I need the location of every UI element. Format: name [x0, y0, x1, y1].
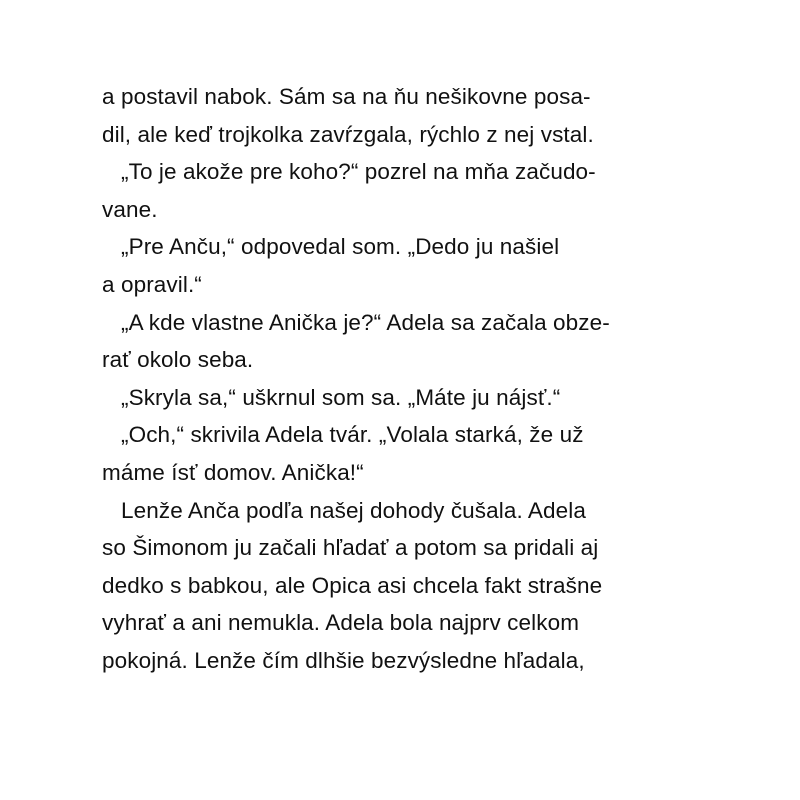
text-line: vyhrať a ani nemukla. Adela bola najprv celkom	[102, 610, 580, 636]
text-line: a postavil nabok. Sám sa na ňu nešikovne posa-	[102, 84, 591, 109]
text-line: „A kde vlastne Anička je?“ Adela sa začala obze-	[121, 309, 610, 335]
text-line: „Pre Anču,“ odpovedal som. „Dedo ju našiel	[121, 234, 560, 260]
text-line: máme ísť domov. Anička!“	[102, 459, 364, 485]
text-line: „Skryla sa,“ uškrnul som sa. „Máte ju nájsť.“	[121, 384, 561, 410]
text-line: dedko s babkou, ale Opica asi chcela fakt strašne	[102, 572, 603, 598]
text-line: „To je akože pre koho?“ pozrel na mňa začudo-	[121, 159, 596, 185]
text-line: so Šimonom ju začali hľadať a potom sa pridali aj	[102, 535, 599, 561]
text-line: vane.	[102, 196, 158, 222]
text-line: pokojná. Lenže čím dlhšie bezvýsledne hľadala,	[102, 647, 585, 673]
text-line: „Och,“ skrivila Adela tvár. „Volala starká, že už	[121, 422, 584, 448]
text-line: a opravil.“	[102, 271, 202, 297]
body-text	[102, 78, 702, 680]
text-line: rať okolo seba.	[102, 347, 254, 373]
text-line: Lenže Anča podľa našej dohody čušala. Adela	[121, 497, 586, 523]
text-line: dil, ale keď trojkolka zavŕzgala, rýchlo z nej vstal.	[102, 121, 594, 147]
